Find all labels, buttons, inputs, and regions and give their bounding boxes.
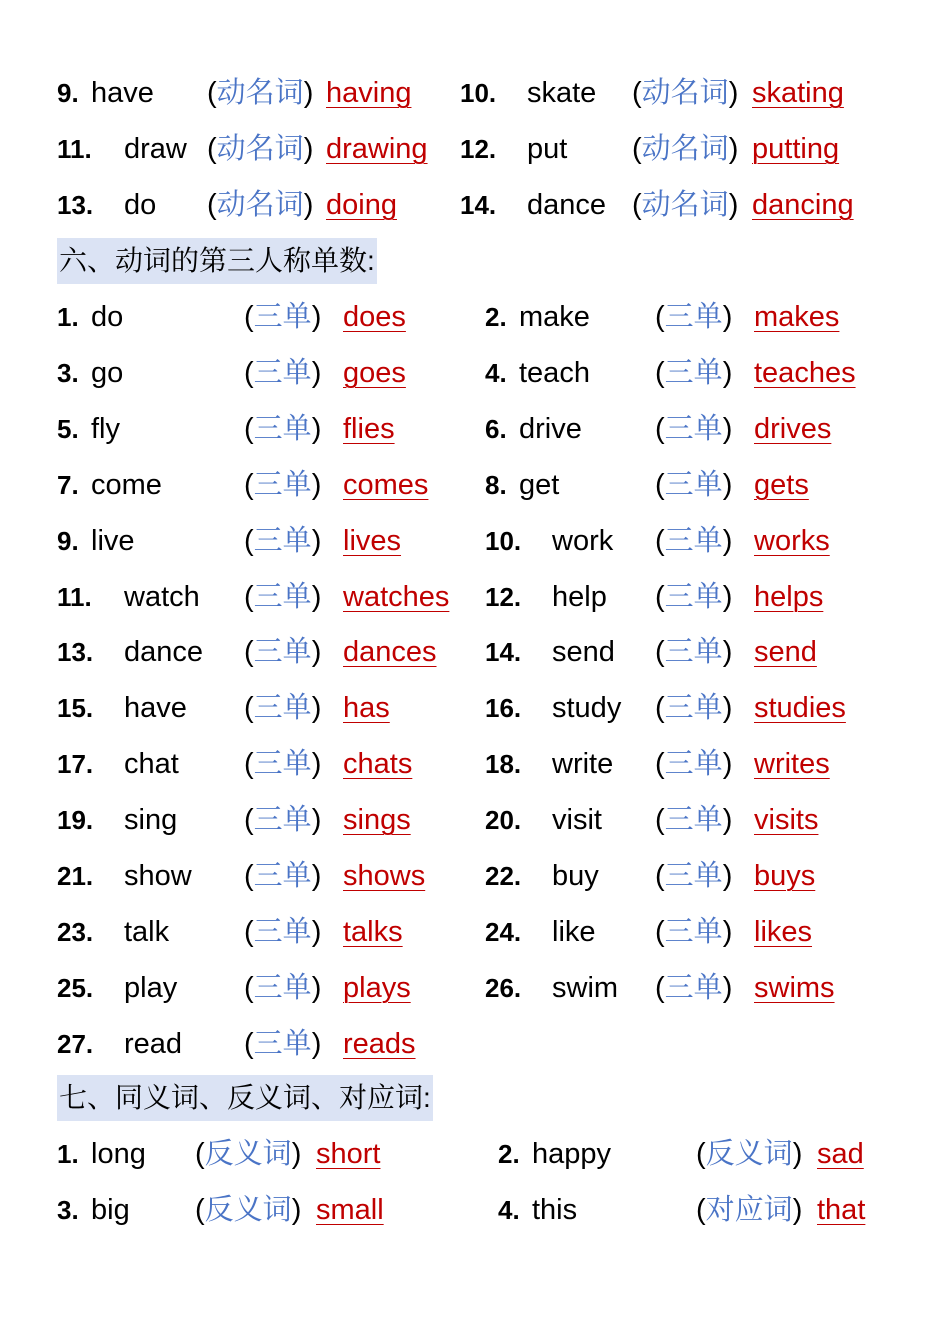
entry-tag: (三单): [244, 356, 322, 389]
entry-word: come: [91, 468, 162, 501]
entry-tag: (三单): [244, 971, 322, 1004]
entry-tag: (三单): [655, 524, 733, 557]
entry-answer: lives: [343, 524, 402, 557]
entry-tag: (三单): [655, 412, 733, 445]
entry-tag: (三单): [655, 915, 733, 948]
entry-tag-label: 三单: [664, 804, 723, 837]
entry-tag-label: 三单: [664, 692, 723, 725]
entry-tag: (三单): [244, 636, 322, 669]
entry-tag: (反义词): [195, 1138, 302, 1170]
entry-answer: studies: [754, 692, 846, 725]
entry-answer: gets: [754, 468, 809, 501]
entry-tag-label: 三单: [253, 804, 312, 837]
entry-number: 14.: [485, 637, 522, 668]
entry-answer: chats: [343, 748, 413, 781]
entry-tag-label: 三单: [253, 860, 312, 892]
entry-tag: (三单): [655, 301, 733, 333]
entry-word: dance: [124, 636, 204, 669]
entry-word: like: [552, 915, 596, 948]
entry-number: 13.: [57, 637, 94, 668]
entry-tag: (动名词): [632, 133, 739, 165]
entry-tag-label: 动名词: [216, 133, 304, 165]
entry-tag-label: 三单: [664, 748, 723, 781]
entry-number: 2.: [485, 302, 507, 332]
entry-number: 25.: [57, 972, 94, 1003]
entry-tag-label: 三单: [253, 748, 312, 781]
entry-tag-label: 三单: [664, 636, 723, 669]
entry-answer: helps: [754, 580, 824, 613]
entry-word: teach: [519, 356, 590, 389]
entry-answer: talks: [343, 915, 403, 948]
entry-answer: drives: [754, 412, 832, 445]
entry-number: 10.: [485, 525, 522, 556]
entry-number: 1.: [57, 302, 79, 332]
entry-number: 10.: [460, 78, 497, 108]
entry-number: 11.: [57, 134, 92, 164]
entry-tag: (三单): [244, 748, 322, 781]
entry-answer: small: [316, 1194, 384, 1226]
entry-word: go: [91, 356, 124, 389]
entry-tag-label: 三单: [253, 468, 312, 501]
entry-word: study: [552, 692, 622, 725]
entry-word: write: [552, 748, 614, 781]
entry-word: live: [91, 524, 135, 557]
entry-number: 27.: [57, 1028, 94, 1059]
entry-tag-label: 动名词: [641, 133, 729, 165]
entry-tag-label: 三单: [664, 580, 723, 613]
entry-tag: (动名词): [632, 189, 739, 221]
entry-word: do: [91, 301, 124, 333]
entry-tag: (三单): [655, 804, 733, 837]
entry-number: 5.: [57, 413, 79, 444]
entry-number: 14.: [460, 190, 497, 220]
entry-number: 17.: [57, 749, 94, 780]
entry-answer: dances: [343, 636, 437, 669]
entry-answer: watches: [343, 580, 450, 613]
entry-tag: (动名词): [632, 77, 739, 109]
entry-number: 9.: [57, 78, 79, 108]
entry-tag: (三单): [655, 971, 733, 1004]
entry-answer: likes: [754, 915, 813, 948]
entry-answer: reads: [343, 1027, 416, 1060]
entry-answer: dancing: [752, 189, 854, 221]
entry-number: 3.: [57, 357, 79, 388]
entry-number: 20.: [485, 805, 522, 836]
entry-word: draw: [124, 133, 187, 165]
entry-word: visit: [552, 804, 602, 837]
entry-number: 21.: [57, 861, 94, 891]
entry-tag: (三单): [655, 468, 733, 501]
entry-tag-label: 三单: [253, 301, 312, 333]
entry-tag: (对应词): [696, 1194, 803, 1226]
entry-word: swim: [552, 971, 619, 1004]
entry-tag-label: 三单: [253, 915, 312, 948]
entry-number: 1.: [57, 1139, 79, 1169]
entry-number: 18.: [485, 749, 522, 780]
entry-tag: (三单): [655, 748, 733, 781]
entry-tag-label: 三单: [664, 412, 723, 445]
entry-tag: (三单): [655, 356, 733, 389]
entry-word: watch: [124, 580, 200, 613]
entry-word: make: [519, 301, 590, 333]
entry-tag: (三单): [244, 580, 322, 613]
entry-tag-label: 三单: [253, 412, 312, 445]
entry-word: show: [124, 860, 192, 892]
entry-answer: has: [343, 692, 390, 725]
entry-number: 9.: [57, 525, 79, 556]
entry-number: 23.: [57, 916, 94, 947]
entry-word: drive: [519, 412, 582, 445]
entry-number: 7.: [57, 469, 79, 500]
entry-tag-label: 动名词: [216, 77, 304, 109]
entry-number: 13.: [57, 190, 94, 220]
entry-answer: swims: [754, 971, 835, 1004]
entry-tag: (三单): [655, 860, 733, 892]
entry-tag-label: 三单: [664, 524, 723, 557]
entry-word: work: [552, 524, 614, 557]
entry-word: send: [552, 636, 615, 669]
entry-number: 6.: [485, 413, 507, 444]
entry-answer: send: [754, 636, 817, 669]
entry-answer: doing: [326, 189, 397, 221]
entry-tag-label: 三单: [253, 692, 312, 725]
entry-tag-label: 三单: [253, 524, 312, 557]
entry-answer: works: [754, 524, 830, 557]
entry-tag-label: 反义词: [705, 1138, 793, 1170]
entry-tag-label: 三单: [664, 971, 723, 1004]
entry-number: 15.: [57, 693, 94, 724]
entry-answer: comes: [343, 468, 429, 501]
entry-answer: drawing: [326, 133, 428, 165]
entry-number: 8.: [485, 469, 507, 500]
entry-number: 16.: [485, 693, 522, 724]
entry-answer: short: [316, 1138, 381, 1170]
entry-word: help: [552, 580, 607, 613]
entry-tag-label: 三单: [253, 636, 312, 669]
entry-answer: putting: [752, 133, 840, 165]
section-seven-heading: 七、同义词、反义词、对应词:: [57, 1075, 433, 1121]
entry-word: put: [527, 133, 568, 165]
entry-answer: buys: [754, 860, 816, 892]
entry-tag: (三单): [655, 692, 733, 725]
entry-answer: plays: [343, 971, 411, 1004]
entry-tag: (三单): [244, 468, 322, 501]
entry-number: 2.: [498, 1139, 520, 1169]
entry-number: 26.: [485, 972, 522, 1003]
entry-answer: makes: [754, 301, 840, 333]
entry-tag: (三单): [244, 412, 322, 445]
entry-tag-label: 三单: [664, 356, 723, 389]
entry-tag: (三单): [244, 301, 322, 333]
entry-tag: (三单): [244, 804, 322, 837]
entry-tag: (三单): [244, 692, 322, 725]
entry-number: 22.: [485, 861, 522, 891]
entry-answer: visits: [754, 804, 819, 837]
entry-tag-label: 三单: [664, 915, 723, 948]
entry-word: read: [124, 1027, 183, 1060]
entry-tag: (动名词): [207, 189, 314, 221]
entry-answer: writes: [754, 748, 830, 781]
entry-number: 11.: [57, 581, 92, 612]
entry-number: 12.: [485, 581, 522, 612]
entry-word: big: [91, 1194, 130, 1226]
entry-word: have: [91, 77, 154, 109]
entry-tag: (三单): [655, 580, 733, 613]
entry-tag-label: 三单: [664, 860, 723, 892]
entry-word: play: [124, 971, 178, 1004]
entry-tag: (三单): [244, 860, 322, 892]
entry-tag-label: 三单: [664, 301, 723, 333]
entry-word: have: [124, 692, 187, 725]
entry-word: chat: [124, 748, 179, 781]
entry-answer: flies: [343, 412, 395, 445]
entry-word: skate: [527, 77, 597, 109]
entry-answer: sings: [343, 804, 411, 837]
entry-tag-label: 三单: [253, 580, 312, 613]
entry-tag-label: 对应词: [705, 1194, 793, 1226]
entry-tag: (反义词): [696, 1138, 803, 1170]
entry-tag: (三单): [244, 1027, 322, 1060]
entry-number: 4.: [485, 357, 507, 388]
entry-tag-label: 动名词: [641, 77, 729, 109]
entry-answer: does: [343, 301, 406, 333]
entry-answer: skating: [752, 77, 844, 109]
entry-word: do: [124, 189, 157, 221]
entry-tag-label: 动名词: [641, 189, 729, 221]
entry-tag-label: 三单: [253, 356, 312, 389]
entry-word: get: [519, 468, 560, 501]
entry-tag-label: 三单: [253, 971, 312, 1004]
entry-word: fly: [91, 412, 120, 445]
entry-tag: (动名词): [207, 77, 314, 109]
entry-number: 12.: [460, 134, 497, 164]
entry-tag: (三单): [244, 915, 322, 948]
entry-word: long: [91, 1138, 146, 1170]
entry-number: 19.: [57, 805, 94, 836]
entry-number: 24.: [485, 916, 522, 947]
entry-word: dance: [527, 189, 607, 221]
entry-answer: shows: [343, 860, 426, 892]
entry-tag: (三单): [244, 524, 322, 557]
entry-tag: (反义词): [195, 1194, 302, 1226]
entry-tag-label: 反义词: [204, 1194, 292, 1226]
entry-word: this: [532, 1194, 578, 1226]
entry-number: 3.: [57, 1195, 79, 1225]
entry-tag: (三单): [655, 636, 733, 669]
entry-tag-label: 三单: [664, 468, 723, 501]
entry-word: buy: [552, 860, 599, 892]
entry-tag-label: 反义词: [204, 1138, 292, 1170]
entry-tag-label: 动名词: [216, 189, 304, 221]
entry-answer: having: [326, 77, 412, 109]
entry-answer: that: [817, 1194, 866, 1226]
entry-tag-label: 三单: [253, 1027, 312, 1060]
entry-answer: goes: [343, 356, 406, 389]
entry-word: talk: [124, 915, 170, 948]
section-six-heading: 六、动词的第三人称单数:: [57, 238, 377, 284]
entry-tag: (动名词): [207, 133, 314, 165]
entry-word: happy: [532, 1138, 612, 1170]
entry-answer: teaches: [754, 356, 856, 389]
entry-word: sing: [124, 804, 178, 837]
entry-number: 4.: [498, 1195, 520, 1225]
entry-answer: sad: [817, 1138, 864, 1170]
